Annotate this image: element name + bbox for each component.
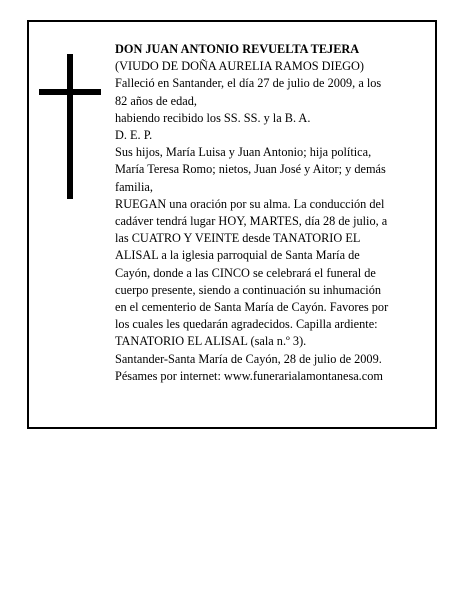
body-line: Pésames por internet: www.funerarialamontanesa.com (115, 368, 383, 383)
body-line: cuerpo presente, siendo a continuación su inhumación (115, 282, 382, 297)
deceased-name: DON JUAN ANTONIO REVUELTA TEJERA (115, 42, 360, 56)
body-line: TANATORIO EL ALISAL (sala n.º 3). (115, 334, 307, 349)
widow-line: (VIUDO DE DOÑA AURELIA RAMOS DIEGO) (115, 59, 364, 74)
body-line: las CUATRO Y VEINTE desde TANATORIO EL (115, 231, 361, 246)
body-line: 82 años de edad, (115, 93, 197, 108)
body-line: Santander-Santa María de Cayón, 28 de julio de 2009. (115, 351, 382, 366)
body-line: familia, (115, 179, 153, 194)
body-line: habiendo recibido los SS. SS. y la B. A. (115, 110, 311, 125)
body-line: María Teresa Romo; nietos, Juan José y Aitor; y demás (115, 162, 386, 177)
body-line: cadáver tendrá lugar HOY, MARTES, día 28 de julio, a (115, 214, 388, 229)
cross-vertical-bar (67, 54, 73, 199)
obituary-notice (27, 20, 437, 429)
cross-horizontal-bar (39, 89, 101, 95)
body-line: Cayón, donde a las CINCO se celebrará el funeral de (115, 265, 376, 280)
body-line: ALISAL a la iglesia parroquial de Santa María de (115, 248, 360, 263)
body-line: en el cementerio de Santa María de Cayón. Favores por (115, 300, 389, 315)
cross-icon (39, 54, 101, 199)
body-line: D. E. P. (115, 128, 153, 143)
notice-text (115, 41, 433, 385)
body-line: Falleció en Santander, el día 27 de julio de 2009, a los (115, 76, 382, 91)
body-line: RUEGAN una oración por su alma. La conducción del (115, 196, 385, 211)
body-line: Sus hijos, María Luisa y Juan Antonio; hija política, (115, 145, 372, 160)
body-line: los cuales les quedarán agradecidos. Capilla ardiente: (115, 317, 378, 332)
